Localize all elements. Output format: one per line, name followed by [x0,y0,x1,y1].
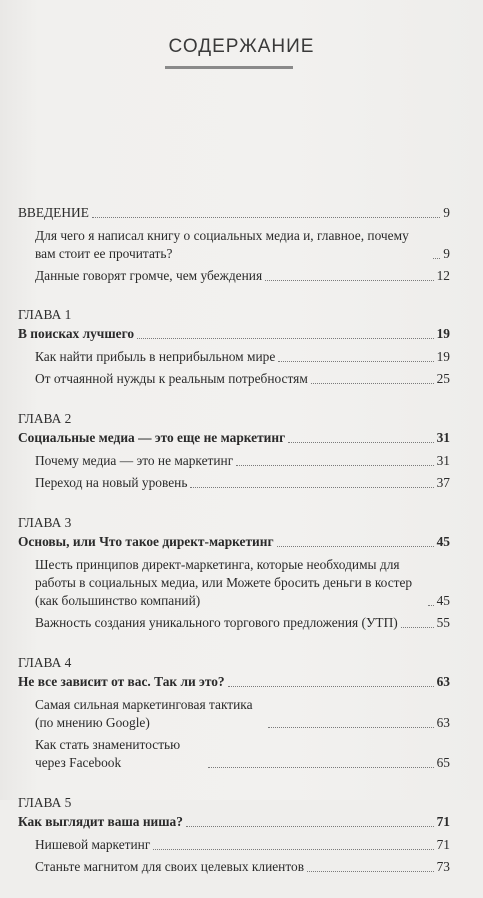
page-number: 71 [436,814,450,829]
leader-dots [190,486,433,488]
toc-chapter-2 [18,410,450,492]
toc-subentry[interactable] [18,348,450,366]
toc-subentry[interactable] [18,452,450,470]
toc-subentry-title: Для чего я написал книгу о социальных медиа и, главное, почему вам стоит ее прочитать? [35,228,409,261]
page-number: 9 [443,246,450,261]
leader-dots [268,726,434,728]
leader-dots [278,360,433,362]
toc-subentry-title: Важность создания уникального торгового предложения (УТП) [35,615,398,630]
chapter-title: Не все зависит от вас. Так ли это? [18,674,225,689]
toc-subentry-title: Переход на новый уровень [35,475,188,490]
toc-subentry[interactable] [18,227,450,263]
toc-chapter-1 [18,306,450,388]
page-number: 55 [436,615,450,630]
leader-dots [307,870,434,872]
leader-dots [208,766,434,768]
leader-dots [265,279,434,281]
toc-chapter-3 [18,514,450,632]
leader-dots [236,464,433,466]
toc-subentry-title: Самая сильная маркетинговая тактика (по мнению Google) [35,697,253,730]
page-number: 37 [436,475,450,490]
leader-dots [186,825,434,827]
toc-subentry-title: Как стать знаменитостью через Facebook [35,737,181,770]
toc-entry-intro[interactable] [18,204,450,222]
toc-subentry-title: Почему медиа — это не маркетинг [35,453,234,468]
page-number: 71 [436,837,450,852]
leader-dots [92,216,440,218]
toc-chapter-5 [18,794,450,876]
title-underline [165,66,293,69]
chapter-label: ГЛАВА 2 [18,411,72,426]
leader-dots [311,382,434,384]
toc-chapter-4 [18,654,450,772]
toc-subentry[interactable] [18,474,450,492]
chapter-label: ГЛАВА 4 [18,655,72,670]
toc-subentry[interactable] [18,696,450,732]
page-number: 9 [443,205,450,220]
toc-subentry[interactable] [18,556,450,610]
toc-entry-chapter[interactable] [18,813,450,831]
toc-entry-chapter[interactable] [18,673,450,691]
leader-dots [428,604,434,606]
toc-subentry-title: Станьте магнитом для своих целевых клиентов [35,859,305,874]
leader-dots [401,626,434,628]
toc-entry-chapter[interactable] [18,325,450,343]
page-title: СОДЕРЖАНИЕ [168,36,315,57]
toc-subentry[interactable] [18,267,450,285]
toc-subentry-title: От отчаянной нужды к реальным потребностям [35,371,308,386]
page-number: 12 [436,268,450,283]
chapter-label: ГЛАВА 3 [18,515,72,530]
chapter-title: Социальные медиа — это еще не маркетинг [18,430,286,445]
toc-intro [18,204,450,285]
page-number: 73 [436,859,450,874]
toc-entry-chapter[interactable] [18,533,450,551]
toc-subentry[interactable] [18,370,450,388]
page-number: 45 [436,593,450,608]
leader-dots [228,685,434,687]
chapter-title: Как выглядит ваша ниша? [18,814,183,829]
page-number: 63 [436,715,450,730]
toc-subentry-title: Нишевой маркетинг [35,837,151,852]
leader-dots [153,848,433,850]
leader-dots [277,545,434,547]
toc-subentry-title: Как найти прибыль в неприбыльном мире [35,349,276,364]
page-number: 19 [436,349,450,364]
chapter-title: В поисках лучшего [18,326,135,341]
toc-subentry-title: Данные говорят громче, чем убеждения [35,268,263,283]
toc-subentry[interactable] [18,836,450,854]
toc-subentry-title: Шесть принципов директ-маркетинга, которые необходимы для работы в социальных медиа, или Можете бросить деньги в костер (как большинство компаний) [35,557,413,608]
leader-dots [433,257,440,259]
toc-subentry[interactable] [18,736,450,772]
page-number: 25 [436,371,450,386]
page-number: 19 [436,326,450,341]
toc-entry-title: ВВЕДЕНИЕ [18,205,89,220]
page-number: 65 [436,755,450,770]
chapter-title: Основы, или Что такое директ-маркетинг [18,534,274,549]
leader-dots [137,337,434,339]
page-number: 63 [436,674,450,689]
toc-entry-chapter[interactable] [18,429,450,447]
toc-subentry[interactable] [18,614,450,632]
table-of-contents [18,203,450,898]
page-number: 45 [436,534,450,549]
page-number: 31 [436,453,450,468]
leader-dots [288,441,433,443]
chapter-label: ГЛАВА 5 [18,795,72,810]
page-number: 31 [436,430,450,445]
toc-subentry[interactable] [18,858,450,876]
chapter-label: ГЛАВА 1 [18,307,72,322]
